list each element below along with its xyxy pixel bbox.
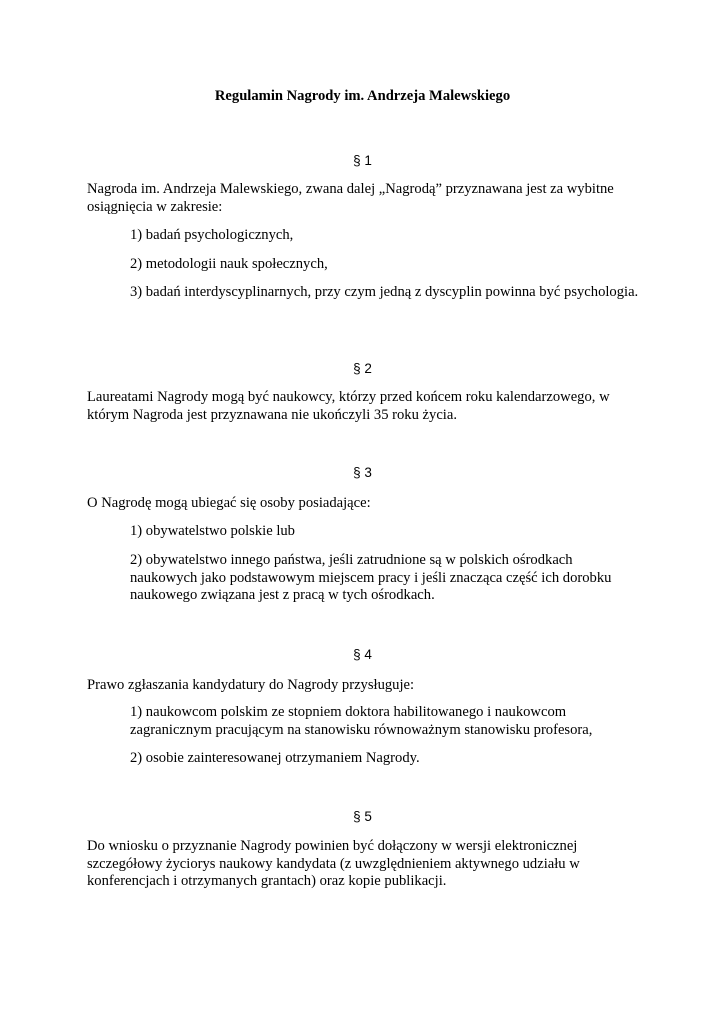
section-3-intro: O Nagrodę mogą ubiegać się osoby posiadające:	[87, 495, 371, 511]
section-4-intro: Prawo zgłaszania kandydatury do Nagrody przysługuje:	[87, 677, 415, 693]
section-1-item-3: 3) badań interdyscyplinarnych, przy czym jedną z dyscyplin powinna być psychologia.	[130, 284, 639, 300]
section-4-heading: § 4	[353, 647, 372, 662]
section-1-item-1: 1) badań psychologicznych,	[130, 227, 294, 243]
section-1-item-2: 2) metodologii nauk społecznych,	[130, 256, 328, 272]
section-4-item-2: 2) osobie zainteresowanej otrzymaniem Nagrody.	[130, 750, 420, 766]
section-1-heading: § 1	[353, 153, 372, 168]
section-3-heading: § 3	[353, 465, 372, 480]
section-1-intro: Nagroda im. Andrzeja Malewskiego, zwana dalej „Nagrodą” przyznawana jest za wybitne osiągnięcia w zakresie:	[87, 181, 614, 215]
section-2-heading: § 2	[353, 361, 372, 376]
section-4-item-1: 1) naukowcom polskim ze stopniem doktora habilitowanego i naukowcom zagranicznym pracującym na stanowisku równoważnym stanowisku profesora,	[130, 704, 593, 738]
section-5-heading: § 5	[353, 809, 372, 824]
section-2-text: Laureatami Nagrody mogą być naukowcy, którzy przed końcem roku kalendarzowego, w którym Nagroda jest przyznawana nie ukończyli 35 roku życia.	[87, 389, 610, 423]
section-3-item-1: 1) obywatelstwo polskie lub	[130, 523, 295, 539]
document-title: Regulamin Nagrody im. Andrzeja Malewskiego	[214, 88, 511, 104]
section-3-item-2: 2) obywatelstwo innego państwa, jeśli zatrudnione są w polskich ośrodkach naukowych jako podstawowym miejscem pracy i jeśli znacząca część ich dorobku naukowego związana jest z pracą w tych ośrodkach.	[130, 552, 612, 603]
section-5-text: Do wniosku o przyznanie Nagrody powinien być dołączony w wersji elektronicznej szczegółowy życiorys naukowy kandydata (z uwzględnieniem aktywnego udziału w konferencjach i otrzymanych grantach) oraz kopie publikacji.	[87, 838, 580, 889]
